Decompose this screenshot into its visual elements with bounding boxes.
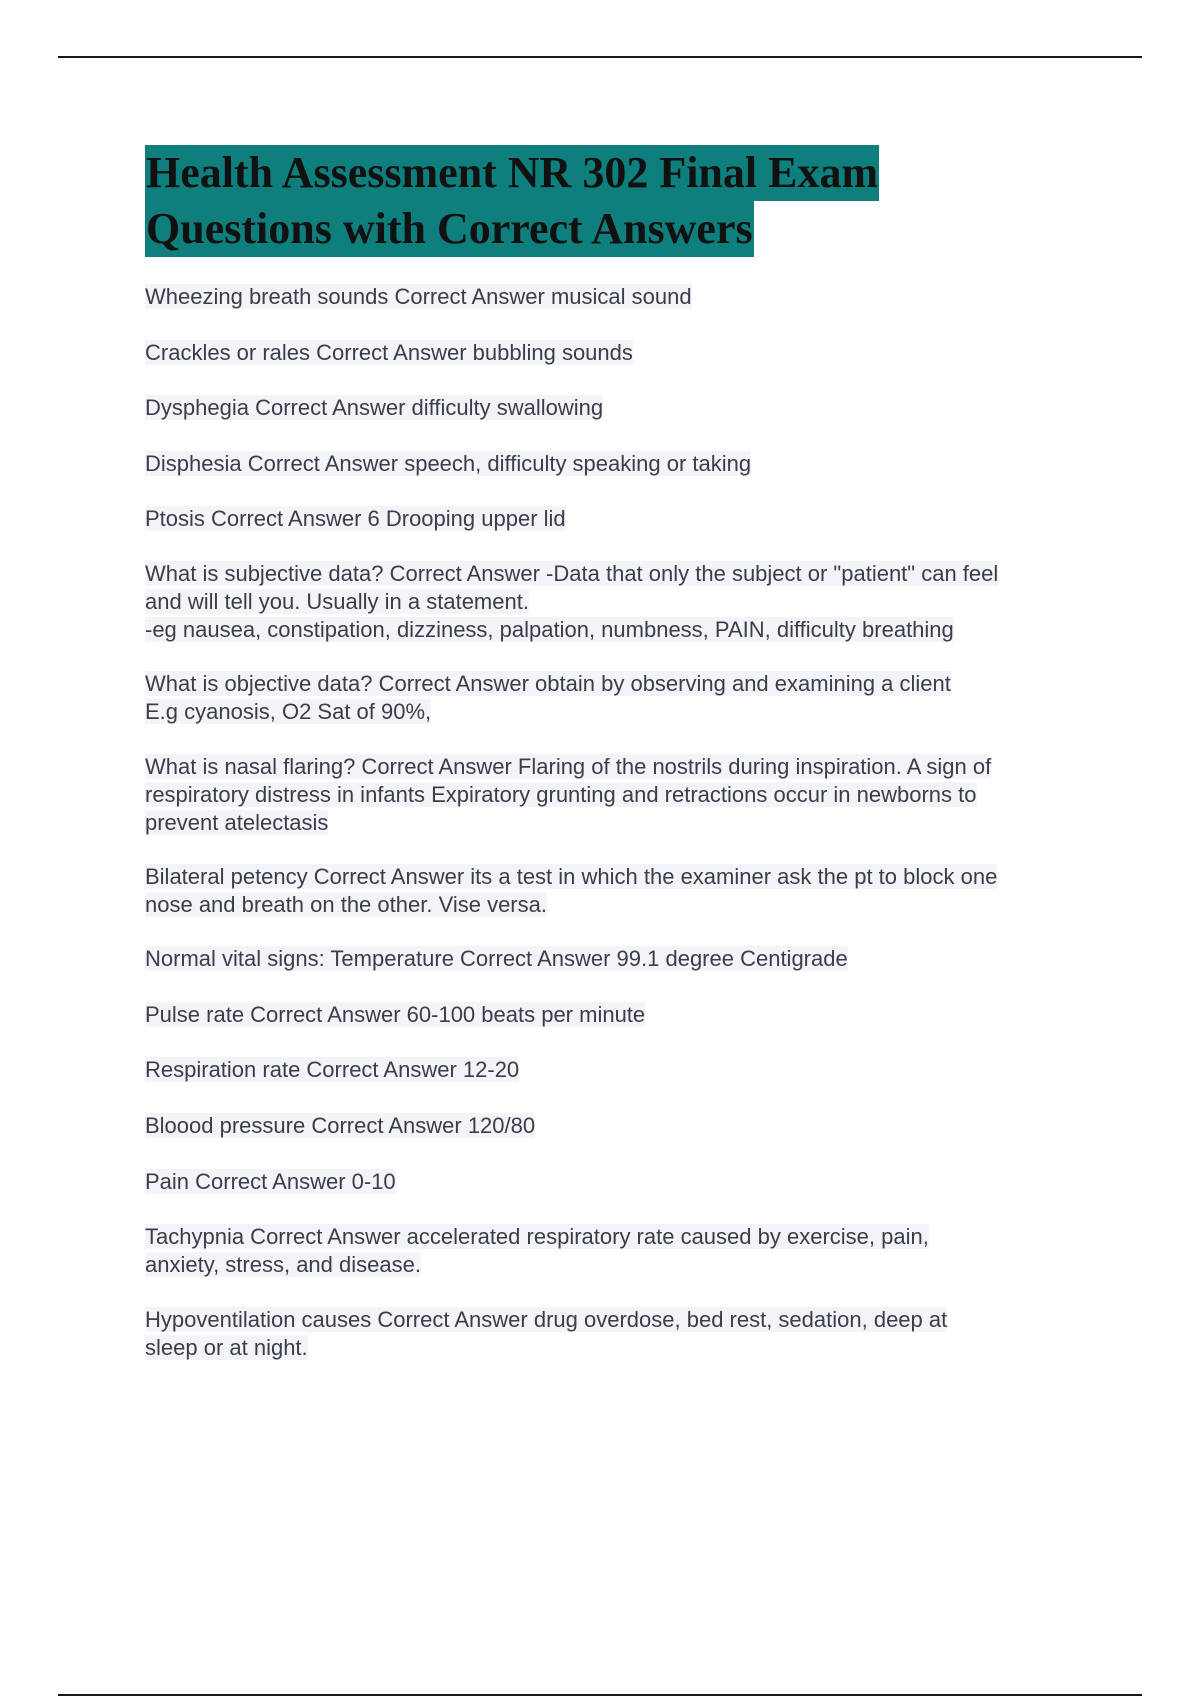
qa-item (145, 1001, 1085, 1029)
qa-item (145, 1056, 1085, 1084)
qa-list (145, 283, 1085, 1362)
title-line-1: Health Assessment NR 302 Final Exam (145, 145, 879, 201)
qa-text: Pulse rate Correct Answer 60-100 beats per minute (145, 1002, 646, 1027)
qa-text: Ptosis Correct Answer 6 Drooping upper lid (145, 506, 566, 531)
qa-item (145, 1168, 1085, 1196)
title-line-2: Questions with Correct Answers (145, 201, 754, 257)
qa-item (145, 394, 1085, 422)
qa-item (145, 283, 1085, 311)
qa-item (145, 1306, 1085, 1362)
qa-item (145, 560, 1085, 644)
qa-text: Normal vital signs: Temperature Correct Answer 99.1 degree Centigrade (145, 946, 848, 971)
qa-text: Bloood pressure Correct Answer 120/80 (145, 1113, 536, 1138)
qa-text: Disphesia Correct Answer speech, difficulty speaking or taking (145, 451, 752, 476)
qa-text: Bilateral petency Correct Answer its a test in which the examiner ask the pt to block one nose and breath on the other. Vise versa. (145, 864, 998, 917)
qa-text: Crackles or rales Correct Answer bubbling sounds (145, 340, 633, 365)
top-rule (58, 56, 1142, 58)
qa-item (145, 1223, 1085, 1279)
qa-text: Respiration rate Correct Answer 12-20 (145, 1057, 520, 1082)
document-title (145, 145, 955, 257)
qa-item (145, 505, 1085, 533)
qa-text: What is nasal flaring? Correct Answer Flaring of the nostrils during inspiration. A sign of respiratory distress in infants Expiratory grunting and retractions occur in newborns to prevent atelectasis (145, 754, 992, 835)
qa-item (145, 1112, 1085, 1140)
qa-text: Tachypnia Correct Answer accelerated respiratory rate caused by exercise, pain, anxiety, stress, and disease. (145, 1224, 929, 1277)
qa-item (145, 339, 1085, 367)
qa-item (145, 863, 1085, 919)
bottom-rule (58, 1694, 1142, 1696)
qa-text: What is objective data? Correct Answer obtain by observing and examining a client E.g cyanosis, O2 Sat of 90%, (145, 671, 951, 724)
qa-text: Hypoventilation causes Correct Answer drug overdose, bed rest, sedation, deep at sleep or at night. (145, 1307, 948, 1360)
qa-item (145, 945, 1085, 973)
qa-item (145, 450, 1085, 478)
qa-item (145, 753, 1085, 837)
qa-text: Pain Correct Answer 0-10 (145, 1169, 396, 1194)
qa-text: Dysphegia Correct Answer difficulty swallowing (145, 395, 604, 420)
qa-text: Wheezing breath sounds Correct Answer musical sound (145, 284, 692, 309)
qa-text: What is subjective data? Correct Answer -Data that only the subject or "patient" can feel and will tell you. Usually in a statement. -eg nausea, constipation, dizziness, palpation, numbness, PAIN, difficulty breathing (145, 561, 999, 642)
qa-item (145, 670, 1085, 726)
